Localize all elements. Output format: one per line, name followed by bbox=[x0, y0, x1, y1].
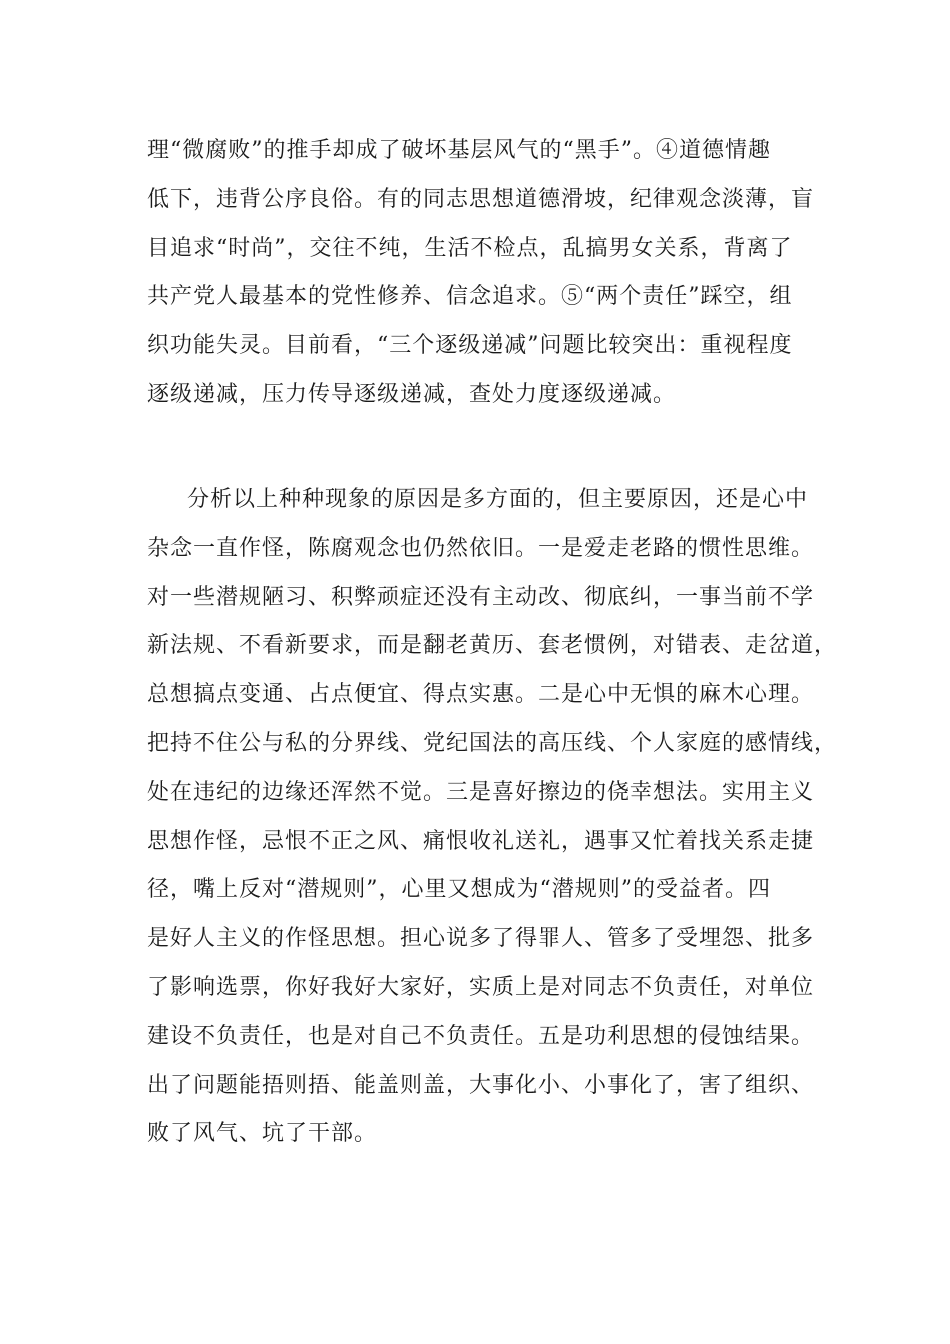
text-line: 建设不负责任，也是对自己不负责任。五是功利思想的侵蚀结果。 bbox=[147, 1023, 815, 1049]
text-line: 是好人主义的作怪思想。担心说多了得罪人、管多了受埋怨、批多 bbox=[147, 926, 815, 952]
text-line: 径，嘴上反对“潜规则”，心里又想成为“潜规则”的受益者。四 bbox=[147, 877, 771, 903]
text-line: 出了问题能捂则捂、能盖则盖，大事化小、小事化了，害了组织、 bbox=[147, 1072, 815, 1098]
text-line: 了影响选票，你好我好大家好，实质上是对同志不负责任，对单位 bbox=[147, 974, 815, 1000]
text-line: 杂念一直作怪，陈腐观念也仍然依旧。一是爱走老路的惯性思维。 bbox=[147, 535, 815, 561]
text-line: 分析以上种种现象的原因是多方面的，但主要原因，还是心中 bbox=[187, 487, 809, 512]
text-line: 理“微腐败”的推手却成了破坏基层风气的“黑手”。④道德情趣 bbox=[147, 138, 771, 163]
text-line: 处在违纪的边缘还浑然不觉。三是喜好擦边的侥幸想法。实用主义 bbox=[147, 779, 815, 805]
text-line: 败了风气、坑了干部。 bbox=[147, 1121, 378, 1147]
paragraph-1 bbox=[147, 127, 827, 420]
text-line: 逐级递减，压力传导逐级递减，查处力度逐级递减。 bbox=[147, 381, 677, 407]
text-line: 思想作怪，忌恨不正之风、痛恨收礼送礼，遇事又忙着找关系走捷 bbox=[147, 828, 815, 854]
text-line: 低下，违背公序良俗。有的同志思想道德滑坡，纪律观念淡薄，盲 bbox=[147, 186, 815, 212]
text-line: 织功能失灵。目前看，“三个逐级递减”问题比较突出：重视程度 bbox=[147, 333, 793, 359]
text-line: 把持不住公与私的分界线、党纪国法的高压线、个人家庭的感情线， bbox=[147, 730, 838, 756]
text-line: 目追求“时尚”，交往不纯，生活不检点，乱搞男女关系，背离了 bbox=[147, 235, 793, 261]
paragraph-2 bbox=[147, 476, 838, 1159]
text-line: 对一些潜规陋习、积弊顽症还没有主动改、彻底纠，一事当前不学 bbox=[147, 584, 815, 610]
text-line: 总想搞点变通、占点便宜、得点实惠。二是心中无惧的麻木心理。 bbox=[147, 682, 815, 708]
text-line: 新法规、不看新要求，而是翻老黄历、套老惯例，对错表、走岔道， bbox=[147, 633, 838, 659]
text-line: 共产党人最基本的党性修养、信念追求。⑤“两个责任”踩空，组 bbox=[147, 284, 793, 310]
